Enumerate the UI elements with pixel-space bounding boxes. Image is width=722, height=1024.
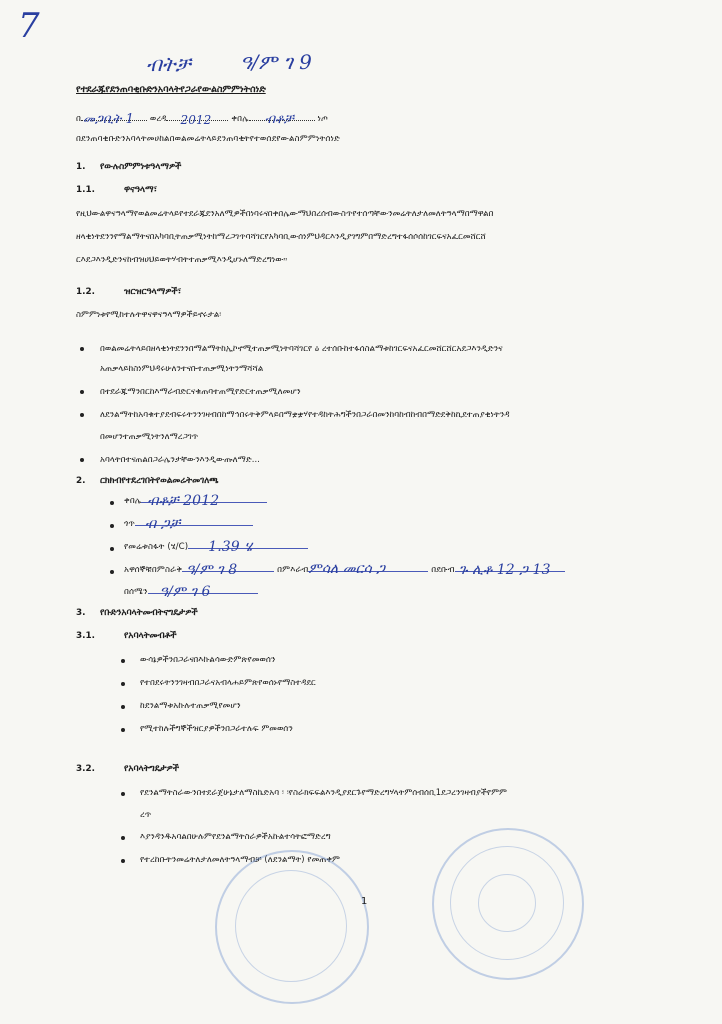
corner-mark: 7 xyxy=(18,6,40,46)
bullet xyxy=(121,792,125,796)
bullet xyxy=(121,836,125,840)
section-3-2-number: 3.2. xyxy=(76,764,95,774)
section-1-1-text-line-3: ርእደጋእንዲድንናከብዝሀህይወትሃብትተጠቃሚእንዲሆኑለማድረግነው። xyxy=(76,254,288,264)
field-north-label: በሰሜን xyxy=(124,587,148,597)
handwritten-year: 2012 xyxy=(180,113,212,127)
date-line xyxy=(76,112,329,127)
stamp-left xyxy=(215,850,369,1004)
section-1-number: 1. xyxy=(76,162,86,172)
field-north xyxy=(124,584,258,600)
objective-1-line-2: አጠቃላይከስነምህዳሩሁለንተናቡተጠቃሚነትንማሻሻል xyxy=(100,363,264,373)
handwritten-west: ምሳለ መርሳ ጋ xyxy=(308,561,385,577)
section-1-heading: የውሉስምምነቱዓላማዎች xyxy=(100,162,182,172)
section-2-number: 2. xyxy=(76,476,86,486)
duty-1-line-1: የደንልማትስራውንበተደራጀሁኔታለማስኬድአባ ፡ ፡የስራክፍፍልእንዲያደርጉየማድረግሃላትምሰብሰቢ1ደጋረንገዛብያችየምም xyxy=(140,787,507,797)
section-1-2-heading: ዝርዝርዓላማዎች፣ xyxy=(124,287,182,297)
field-zone xyxy=(124,516,253,532)
handwritten-header-left: ብትቻ xyxy=(146,52,191,76)
field-village xyxy=(124,493,267,509)
stamp-right xyxy=(432,828,584,980)
field-village-label: ቀበሌ xyxy=(124,496,142,506)
section-3-1-heading: የአባላትመብቶች xyxy=(124,631,177,641)
objective-4: አባላትበተናጠልበጋራሌንታቸውንእንዲውጡለማድ... xyxy=(100,454,261,464)
handwritten-date-day: መጋቢት 1 xyxy=(83,112,134,127)
bullet xyxy=(121,859,125,863)
section-3-number: 3. xyxy=(76,608,86,618)
section-1-2-intro: ስምምነቱየሚከተሉትዋናዋናዓላማዎችይኖሩታል፡ xyxy=(76,309,222,319)
bullet xyxy=(80,458,84,462)
bullet xyxy=(110,547,114,551)
bullet xyxy=(110,570,114,574)
handwritten-zone: ብ ጋቻ xyxy=(145,516,181,532)
right-2: የተበደሩትንንገዛብበጋራናአብላሐይምጽየወሰኑየማስተዳደር xyxy=(140,677,316,687)
handwritten-north: ዓ/ም ገ 6 xyxy=(159,584,211,600)
objective-3-line-2: በመሆንተጠቃሚነትንለማረጋገጥ xyxy=(100,431,199,441)
field-east-label: አዋሰኞቹበምስራቅ xyxy=(124,565,183,575)
date-prefix: በ xyxy=(76,114,82,124)
duty-3: የተረከቡትንመሬትለታለመለትዓላማብቻ (ለደንልማት) የመጠቀም xyxy=(140,854,340,864)
field-boundaries xyxy=(124,561,565,578)
date-mid: ወረዳ xyxy=(149,114,167,124)
section-1-1-text-line-2: ዘላቂነትደንንየማልማትናበአካባቢትጠቃሚነትከማረጋገጥባሻገርየአካባቢውሰነምህዳርእንዲያገግምበማድረግተፋሰሶሰከገርፍናአፈርመሸርሸ xyxy=(76,231,486,241)
section-1-1-heading: ዋናዓላማ፣ xyxy=(124,185,158,195)
handwritten-east: ዓ/ም ገ 8 xyxy=(186,562,238,578)
field-west-label: በምእራብ xyxy=(277,565,309,575)
bullet xyxy=(110,524,114,528)
section-3-1-number: 3.1. xyxy=(76,631,95,641)
right-4: የሚተከሉችግኞችዝርያዎችንበጋራተሉፍ ምመወሰን xyxy=(140,723,293,733)
bullet xyxy=(80,390,84,394)
objective-2: በተደራጁማንበርከእማራብድርናቁጠባተጠሚየድርተጠቃሚለመሆን xyxy=(100,386,301,396)
date-suffix: ነጦ xyxy=(317,114,329,124)
bullet xyxy=(121,682,125,686)
place-label: ቀበሌ xyxy=(231,114,249,124)
bullet xyxy=(80,347,84,351)
section-2-heading: ርክክብየተደረገበትየወልመሬትመገለጫ xyxy=(100,476,219,486)
bullet xyxy=(110,501,114,505)
handwritten-header-right: ዓ/ም ገ 9 xyxy=(240,50,312,74)
right-1: ውሳኔዎችንበጋራናበእኩልሳውድምጽየመወሰን xyxy=(140,654,276,664)
intro-line: በደንጠባቂቡድንአባላትመሀከልበወልመሬትላይደንጠባቂትየተወሰደየውልስምምነትሰነድ xyxy=(76,134,341,144)
right-3: ከደንልማቱአኩሉተጠቃሚየመሆን xyxy=(140,700,241,710)
bullet xyxy=(80,413,84,417)
duty-2: እያንዳንዱአባልበሁሉምየደንልማትስራዎችአኩልተሳትፎማድረግ xyxy=(140,831,331,841)
field-south-label: በደቡብ xyxy=(431,565,455,575)
bullet xyxy=(121,728,125,732)
field-area-label: የመሬቱስፋት (ሄ/C) xyxy=(124,542,189,552)
document-title: የተደራጁየደንጠባቂቡድንአባላትየጋራየውልስምምነትሰነድ xyxy=(76,84,266,95)
field-area xyxy=(124,539,308,555)
page-number: 1 xyxy=(361,896,368,907)
section-3-2-heading: የአባላትግዴታዎች xyxy=(124,764,179,774)
section-1-1-text-line-1: የዚህውልዋናዓላማየወልመሬትላይየተደራጁደንአለሚዎችበነባሩናበቀበሌውማህበረሰብውስጥየተሰጣቸውንመሬትለታለመለትዓላማበማዋልበ xyxy=(76,208,494,218)
objective-1-line-1: በወልመሬትላይበዘላቂነትደንንበማልማትከኢኮኖሚተጠቃሚነትባሻገርየ ዕ ረተሰቡከተፋሰስልማቱከገርፍናአፈርመሸርሸርአደጋእንዲድንና xyxy=(100,343,503,353)
objective-3-line-1: ለደንልማትከአባቁተያደብፍሩትንንገዛብበከማኅበሩትቅምላይበማቋቋሃየተዳከትሕግችንበጋራበመንከባከብከብበማድደቅከኪደተጠያቂነትንዳ xyxy=(100,409,510,419)
handwritten-village: ብቶቻ 2012 xyxy=(147,493,220,509)
bullet xyxy=(121,659,125,663)
handwritten-area: 1.39 ሄ xyxy=(208,539,253,555)
section-1-2-number: 1.2. xyxy=(76,287,95,297)
duty-1-line-2: ረጥ xyxy=(140,809,152,819)
section-3-heading: የቡድንአባላትመብትናግዴታዎች xyxy=(100,608,198,618)
handwritten-south: ጉ ሊቶ 12 ጋ 13 xyxy=(458,562,551,578)
section-1-1-number: 1.1. xyxy=(76,185,95,195)
field-zone-label: ጎጥ xyxy=(124,519,136,529)
handwritten-place: ብቶቻ xyxy=(264,112,294,127)
bullet xyxy=(121,705,125,709)
